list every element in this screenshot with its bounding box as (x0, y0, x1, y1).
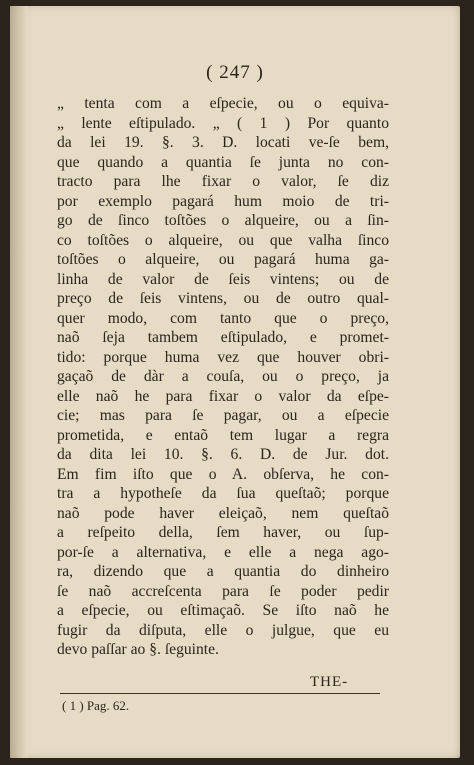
text-line: linha de valor de ſeis vintens; ou de (57, 270, 389, 288)
text-line: naõ pode haver eleiçaõ, nem queſtaõ (57, 504, 389, 522)
text-line: naõ ſeja tambem eſtipulado, e promet- (57, 329, 389, 346)
text-line: ra, dizendo que a quantia do dinheiro (57, 563, 389, 580)
text-line: a eſpecie, ou eſtimaçaõ. Se iſto naõ he (57, 602, 389, 619)
text-line: devo paſſar ao §. ſeguinte. (57, 641, 219, 658)
text-line: gaçaõ de dàr a couſa, ou o preço, ja (57, 368, 389, 385)
page-number: ( 247 ) (206, 62, 264, 83)
text-line: toſtões o alqueire, ou pagará huma ga- (57, 251, 389, 268)
text-line: prometida, e entaõ tem lugar a regra (57, 426, 389, 444)
text-line: Em fim iſto que o A. obſerva, he con- (57, 465, 389, 483)
text-line: por exemplo pagará hum moio de tri- (57, 192, 389, 210)
text-line: co toſtões o alqueire, ou que valha ſinco (57, 231, 389, 249)
text-line: preço de ſeis vintens, ou de outro qual- (57, 290, 389, 307)
text-line: a reſpeito della, ſem haver, ou ſup- (57, 524, 389, 541)
text-line: tracto para lhe fixar o valor, ſe diz (57, 173, 389, 190)
text-line: tra a hypotheſe da ſua queſtaõ; porque (57, 485, 389, 502)
text-line: por-ſe a alternativa, e elle a nega ago- (57, 543, 389, 561)
text-line: ſe naõ accreſcenta para ſe poder pedir (57, 582, 389, 600)
book-page (10, 6, 460, 758)
text-line: quer modo, com tanto que o preço, (57, 309, 389, 327)
text-line: da dita lei 10. §. 6. D. de Jur. dot. (57, 446, 389, 463)
page-spine-shadow (10, 6, 28, 758)
text-line: fugir da diſputa, elle o julgue, que eu (57, 621, 389, 639)
text-line: „ lente eſtipulado. „ ( 1 ) Por quanto (57, 114, 389, 132)
text-line: go de ſinco toſtões o alqueire, ou a ſin- (57, 212, 389, 229)
text-line: tido: porque huma vez que houver obri- (57, 348, 389, 366)
text-line: que quando a quantia ſe junta no con- (57, 153, 389, 171)
footnote: ( 1 ) Pag. 62. (62, 698, 130, 713)
footnote-rule (60, 693, 380, 694)
text-line: elle naõ he para fixar o valor da eſpe- (57, 387, 389, 405)
text-line: da lei 19. §. 3. D. locati ve-ſe bem, (57, 134, 389, 151)
text-line: cie; mas para ſe pagar, ou a eſpecie (57, 407, 389, 424)
catchword: THE- (310, 674, 349, 690)
text-line: „ tenta com a eſpecie, ou o equiva- (57, 95, 389, 112)
body-text (57, 94, 389, 660)
